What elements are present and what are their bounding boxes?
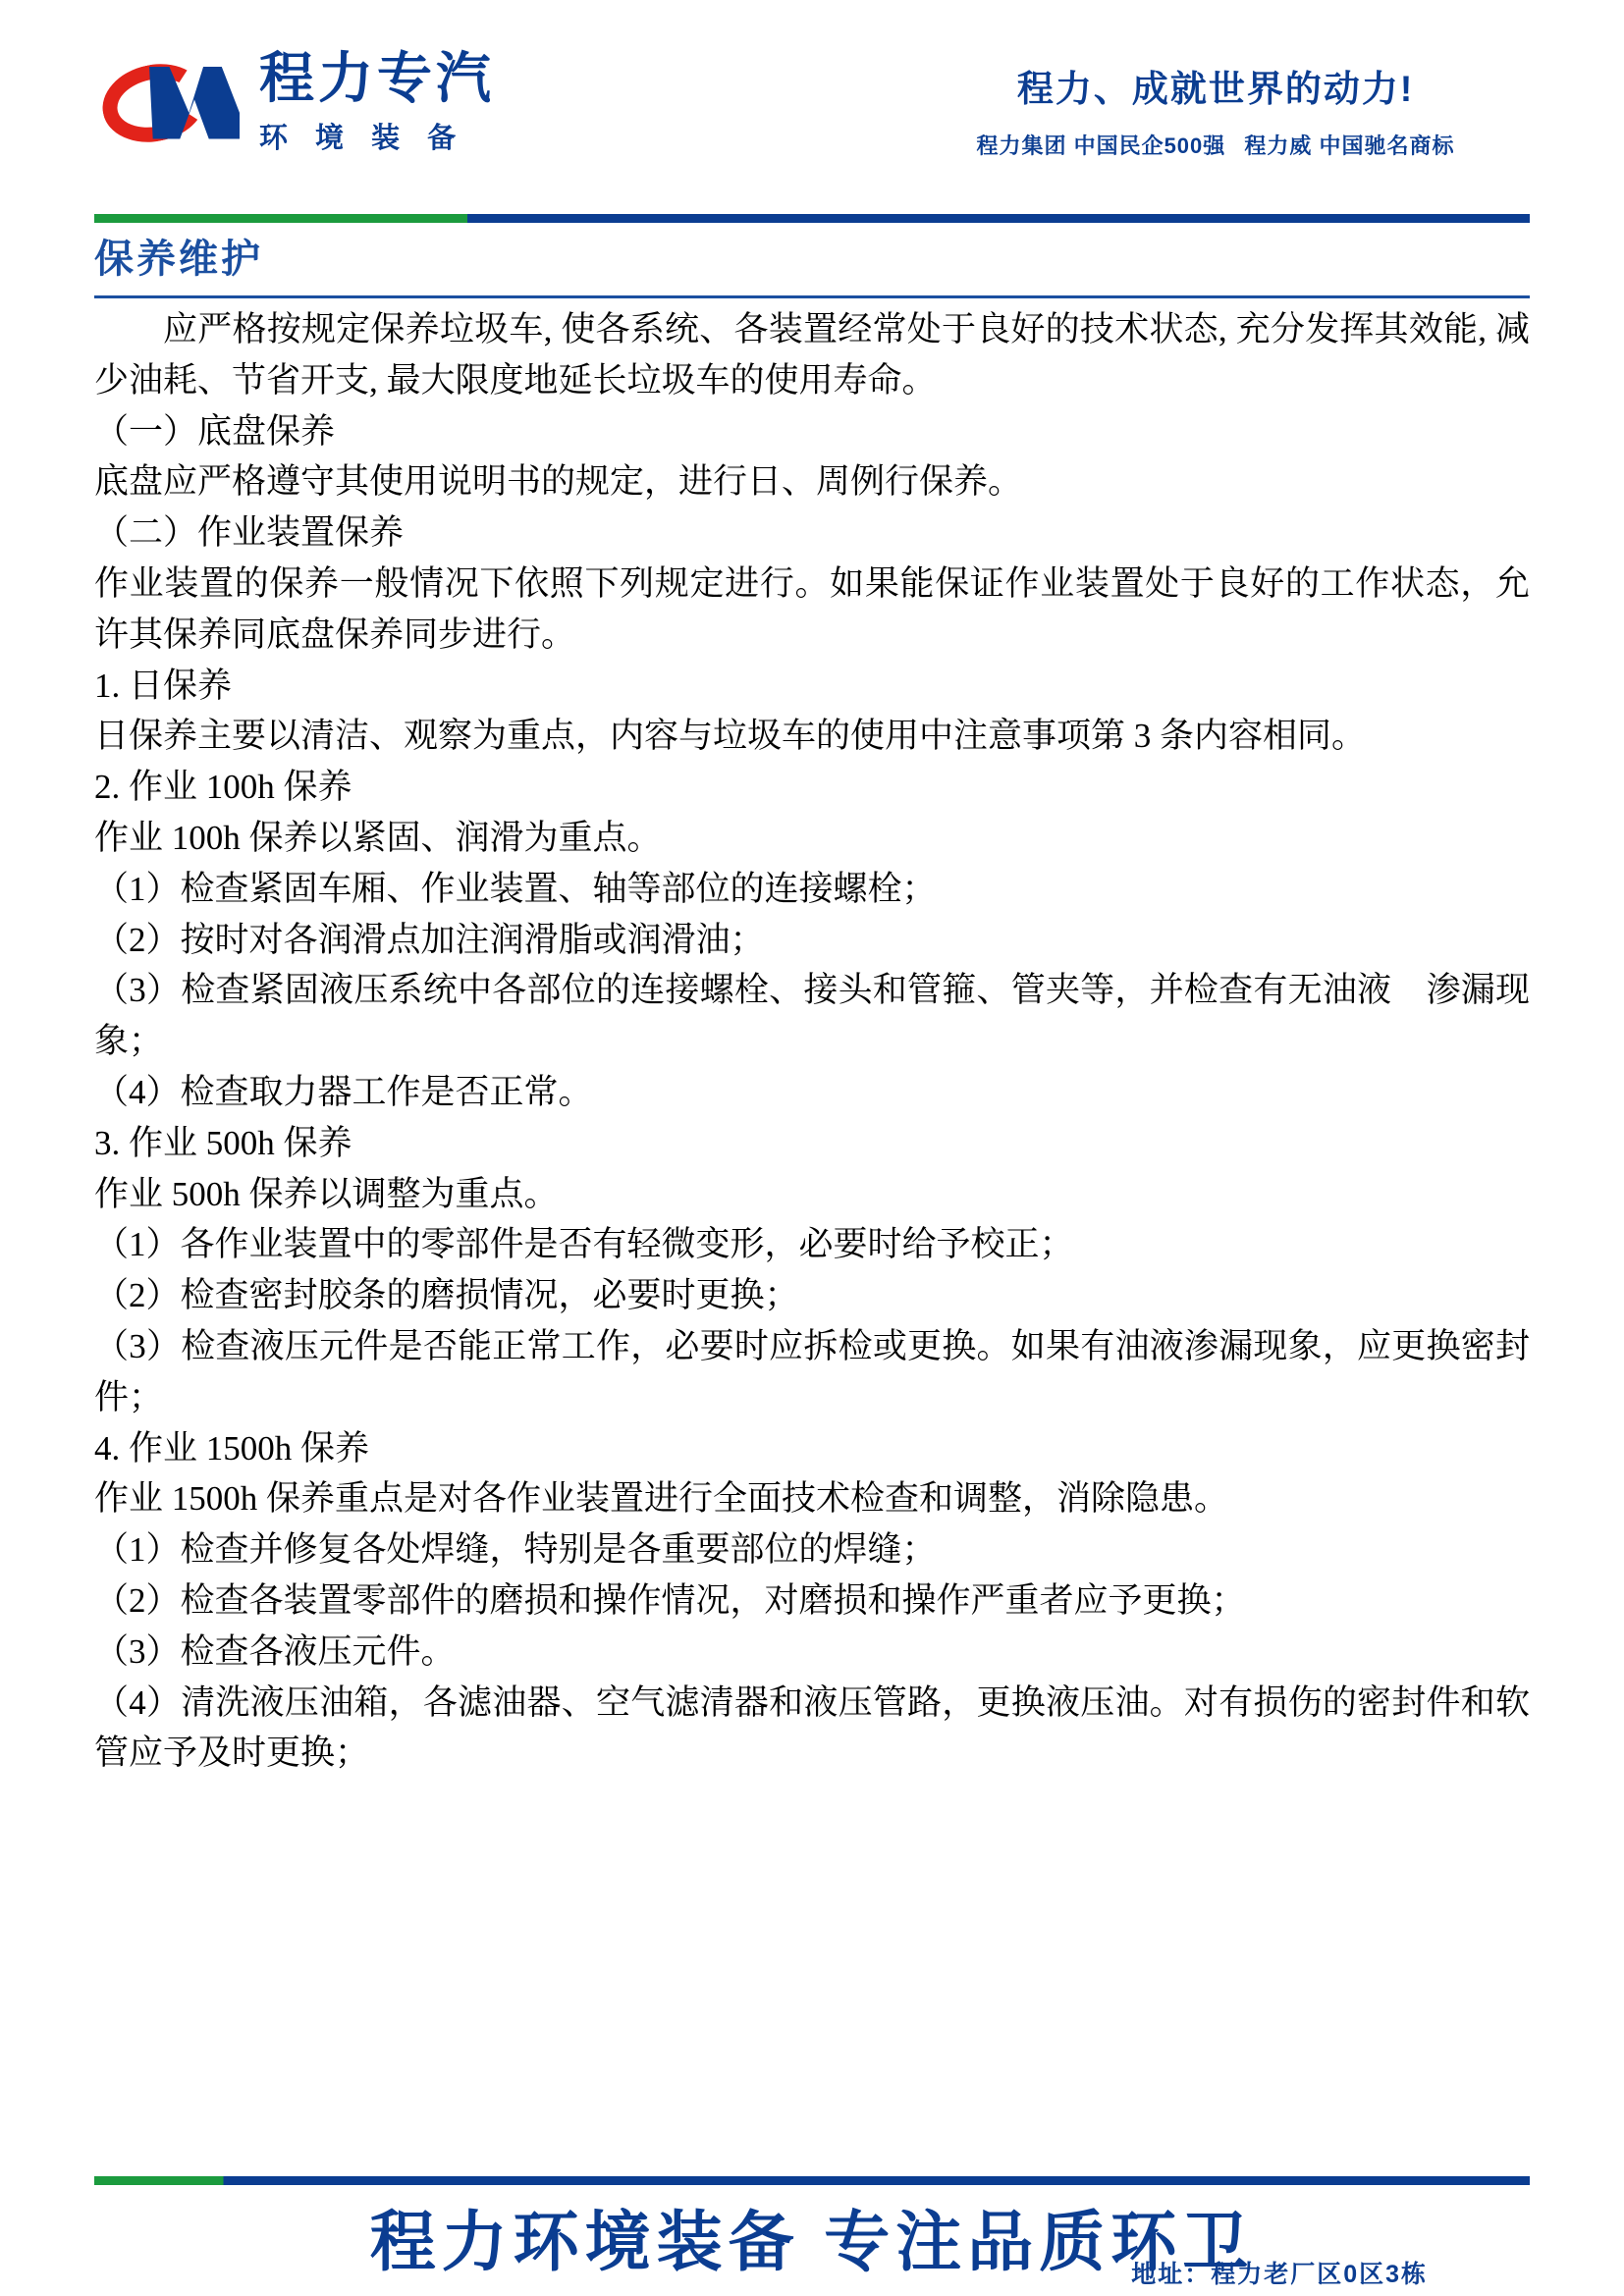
body-paragraph: （3）检查液压元件是否能正常工作，必要时应拆检或更换。如果有油液渗漏现象，应更换密封件； xyxy=(94,1326,1530,1416)
body-paragraph: （4）检查取力器工作是否正常。 xyxy=(94,1072,593,1111)
body-paragraph: （1）各作业装置中的零部件是否有轻微变形，必要时给予校正； xyxy=(94,1225,1074,1264)
body-paragraph: 作业 100h 保养以紧固、润滑为重点。 xyxy=(94,818,662,857)
slogan-main: 程力、成就世界的动力! xyxy=(1016,69,1415,109)
slogan-sub-2: 程力威 中国驰名商标 xyxy=(1244,133,1455,158)
body-paragraph: （3）检查各液压元件。 xyxy=(94,1631,456,1671)
logo-text-block xyxy=(259,47,495,156)
body-paragraph: （3）检查紧固液压系统中各部位的连接螺栓、接头和管箍、管夹等，并检查有无油液 渗漏现象； xyxy=(94,971,1530,1061)
footer-address: 地址：程力老厂区0区3栋 xyxy=(1131,2261,1428,2288)
page-footer xyxy=(0,2119,1624,2296)
body-paragraph: （一）底盘保养 xyxy=(94,411,336,451)
document-body xyxy=(94,304,1530,1779)
body-paragraph: 4. 作业 1500h 保养 xyxy=(94,1428,370,1468)
body-paragraph: 作业 1500h 保养重点是对各作业装置进行全面技术检查和调整，消除隐患。 xyxy=(94,1479,1229,1519)
body-paragraph: 3. 作业 500h 保养 xyxy=(94,1123,352,1162)
footer-divider xyxy=(94,2176,1530,2185)
body-paragraph: （二）作业装置保养 xyxy=(94,513,405,553)
body-paragraph: 应严格按规定保养垃圾车, 使各系统、各装置经常处于良好的技术状态, 充分发挥其效能, 减少油耗、节省开支, 最大限度地延长垃圾车的使用寿命。 xyxy=(94,310,1530,400)
header-slogan xyxy=(901,59,1530,160)
body-paragraph: （2）检查各装置零部件的磨损和操作情况，对磨损和操作严重者应予更换； xyxy=(94,1580,1246,1620)
body-paragraph: （1）检查并修复各处焊缝，特别是各重要部位的焊缝； xyxy=(94,1530,937,1570)
body-paragraph: （2）检查密封胶条的磨损情况，必要时更换； xyxy=(94,1276,799,1315)
body-paragraph: 作业装置的保养一般情况下依照下列规定进行。如果能保证作业装置处于良好的工作状态，允许其保养同底盘保养同步进行。 xyxy=(94,563,1530,654)
body-paragraph: （1）检查紧固车厢、作业装置、轴等部位的连接螺栓； xyxy=(94,869,937,908)
page-title: 保养维护 xyxy=(94,238,263,281)
page-header xyxy=(0,33,1624,181)
body-paragraph: 作业 500h 保养以调整为重点。 xyxy=(94,1174,559,1213)
body-paragraph: （2）按时对各润滑点加注润滑脂或润滑油； xyxy=(94,920,765,959)
header-divider xyxy=(94,214,1530,223)
slogan-sub-line xyxy=(901,130,1530,160)
body-paragraph: 底盘应严格遵守其使用说明书的规定，进行日、周例行保养。 xyxy=(94,462,1023,502)
chengli-logo-mark-icon xyxy=(98,59,245,149)
section-title-block xyxy=(94,228,1530,298)
company-logo xyxy=(98,47,495,156)
body-paragraph: 1. 日保养 xyxy=(94,666,233,705)
footer-slogan: 程力环境装备 专注品质环卫 xyxy=(369,2206,1255,2279)
title-underline xyxy=(94,295,1530,298)
body-paragraph: 2. 作业 100h 保养 xyxy=(94,768,352,807)
logo-subtitle: 环 境 装 备 xyxy=(259,123,466,154)
slogan-sub-1: 程力集团 中国民企500强 xyxy=(976,133,1226,158)
logo-title: 程力专汽 xyxy=(259,47,495,109)
body-paragraph: （4）清洗液压油箱，各滤油器、空气滤清器和液压管路，更换液压油。对有损伤的密封件和软管应予及时更换； xyxy=(94,1682,1530,1773)
body-paragraph: 日保养主要以清洁、观察为重点，内容与垃圾车的使用中注意事项第 3 条内容相同。 xyxy=(94,717,1367,756)
